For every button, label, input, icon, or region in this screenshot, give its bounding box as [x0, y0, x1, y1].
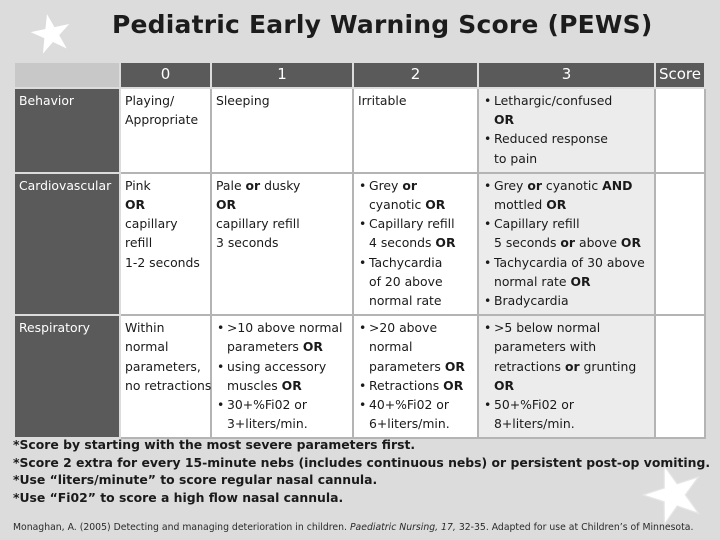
respiratory-score-1 [211, 315, 353, 438]
star-icon-bottom-right [642, 462, 704, 524]
row-behavior [14, 88, 705, 173]
bullet-item: • >10 above normal parameters OR [216, 318, 349, 356]
row-respiratory [14, 315, 705, 438]
header-score-total: Score [655, 62, 705, 88]
row-cardiovascular [14, 173, 705, 315]
bullet-item: • 30+%Fi02 or 3+liters/min. [216, 395, 349, 433]
scoring-notes [13, 436, 710, 506]
bullet-item: • Grey or cyanotic OR [358, 176, 474, 214]
respiratory-score-input[interactable] [655, 315, 705, 438]
behavior-score-2 [353, 88, 478, 173]
bullet-item: • Bradycardia [483, 291, 651, 310]
cardiovascular-score-0: Pink OR capillary refill 1-2 seconds [120, 173, 211, 315]
cell-line: Sleeping [216, 93, 270, 108]
bullet-item: • Grey or cyanotic AND mottled OR [483, 176, 651, 214]
respiratory-score-0: Within normal parameters, no retractions [120, 315, 211, 438]
bullet-item: • Retractions OR [358, 376, 474, 395]
behavior-score-input[interactable] [655, 88, 705, 173]
or-connector: OR [494, 112, 515, 128]
star-icon-top-left [30, 12, 72, 54]
bullet-item: • Capillary refill 4 seconds OR [358, 214, 474, 252]
cardiovascular-score-1: Pale or dusky OR capillary refill 3 seconds [211, 173, 353, 315]
respiratory-score-3 [478, 315, 655, 438]
cell-line: Appropriate [125, 112, 199, 128]
note-line: *Score 2 extra for every 15-minute nebs (includes continuous nebs) or persistent post-op vomiting. [13, 454, 711, 470]
citation: Monaghan, A. (2005) Detecting and managing deterioration in children. Paediatric Nursing, 17, 32-35. Adapted for use at Children’s of Minnesota. [13, 522, 694, 533]
bullet-item: • Lethargic/confused [483, 91, 651, 110]
bullet-item: • Capillary refill 5 seconds or above OR [483, 214, 651, 252]
header-row [14, 62, 705, 88]
behavior-score-1 [211, 88, 353, 173]
bullet-item: • 50+%Fi02 or 8+liters/min. [483, 395, 651, 433]
cardiovascular-score-3 [478, 173, 655, 315]
header-score-1: 1 [211, 62, 353, 88]
cardiovascular-score-2 [353, 173, 478, 315]
header-corner [14, 62, 120, 88]
header-score-3: 3 [478, 62, 655, 88]
behavior-score-3 [478, 88, 655, 173]
respiratory-score-2 [353, 315, 478, 438]
header-score-0: 0 [120, 62, 211, 88]
page-title: Pediatric Early Warning Score (PEWS) [112, 10, 653, 39]
header-score-2: 2 [353, 62, 478, 88]
cell-line: Irritable [358, 93, 407, 108]
note-line: *Use “liters/minute” to score regular nasal cannula. [13, 472, 378, 487]
note-line: *Score by starting with the most severe parameters first. [13, 437, 416, 452]
pews-table [13, 61, 706, 439]
bullet-item: • 40+%Fi02 or 6+liters/min. [358, 395, 474, 433]
row-label-respiratory: Respiratory [14, 315, 120, 438]
bullet-item: • using accessory muscles OR [216, 357, 349, 395]
note-line: *Use “Fi02” to score a high flow nasal cannula. [13, 489, 344, 505]
bullet-item: • >5 below normal parameters with retractions or grunting OR [483, 318, 651, 395]
row-label-behavior: Behavior [14, 88, 120, 173]
row-label-cardiovascular: Cardiovascular [14, 173, 120, 315]
cardiovascular-score-input[interactable] [655, 173, 705, 315]
bullet-item: • Reduced response to pain [483, 129, 651, 167]
bullet-item: • >20 above normal parameters OR [358, 318, 474, 376]
behavior-score-0 [120, 88, 211, 173]
bullet-item: • Tachycardia of 30 above normal rate OR [483, 253, 651, 291]
bullet-item: • Tachycardia of 20 above normal rate [358, 253, 474, 311]
cell-line: Playing/ [125, 93, 175, 108]
